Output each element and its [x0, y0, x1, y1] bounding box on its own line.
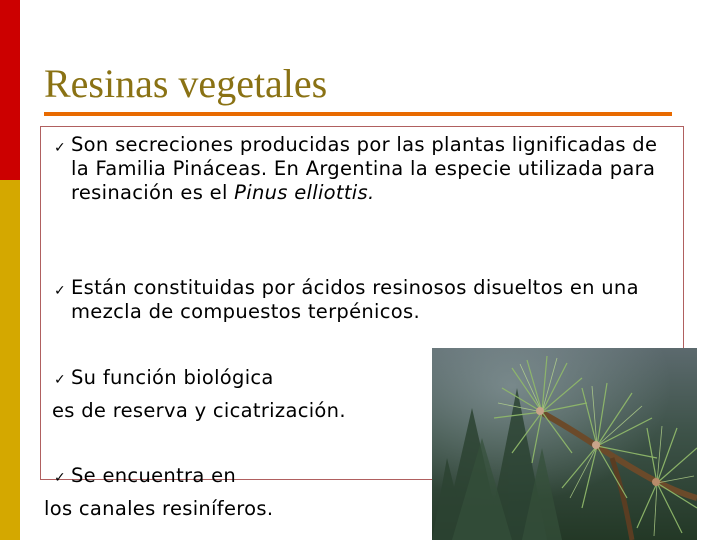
bullet-4-line-2: los canales resiníferos. [44, 497, 274, 520]
bullet-2: Están constituidas por ácidos resinosos disueltos en una mezcla de compuestos terpénicos. [71, 276, 639, 323]
pine-branch-photo [432, 348, 697, 540]
bullet-3-line-2: es de reserva y cicatrización. [52, 399, 346, 422]
check-mark-icon: ✓ [54, 372, 66, 388]
bullet-1 [71, 133, 671, 205]
bullet-1-text: Son secreciones producidas por las plantas lignificadas de la Familia Pináceas. En Argentina la especie utilizada para resinación es el [71, 133, 658, 204]
check-mark-icon: ✓ [54, 140, 66, 156]
bullet-4-line-1: Se encuentra en [71, 464, 237, 487]
bullet-1-species: Pinus elliottis. [234, 181, 375, 204]
bullet-3-line-1: Su función biológica [71, 366, 274, 389]
title-underline [44, 112, 672, 116]
slide-title: Resinas vegetales [44, 61, 328, 106]
check-mark-icon: ✓ [54, 283, 66, 299]
check-mark-icon: ✓ [54, 470, 66, 486]
sidebar-accent-top [0, 0, 20, 180]
sidebar-accent-bottom [0, 180, 20, 540]
